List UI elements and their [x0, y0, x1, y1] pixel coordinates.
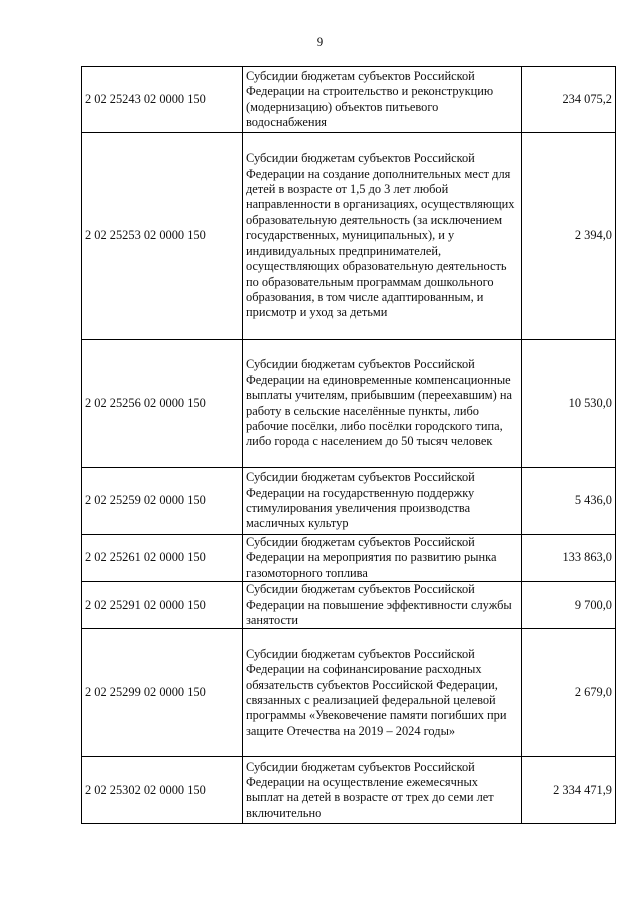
- table-row: [82, 535, 616, 582]
- revenue-description: Субсидии бюджетам субъектов Российской Федерации на повышение эффективности службы занятости: [243, 582, 522, 629]
- revenue-amount: 10 530,0: [522, 340, 616, 468]
- revenue-amount: 234 075,2: [522, 67, 616, 133]
- revenue-description: Субсидии бюджетам субъектов Российской Федерации на создание дополнительных мест для детей в возрасте от 1,5 до 3 лет любой направленности в организациях, осуществляющих образовательную деятельность (за исключением государственных, муниципальных), и у индивидуальных предпринимателей, осуществляющих образовательную деятельность по образовательным программам дошкольного образования, в том числе адаптированным, и присмотр и уход за детьми: [243, 133, 522, 340]
- revenue-description: Субсидии бюджетам субъектов Российской Федерации на единовременные компенсационные выплаты учителям, прибывшим (переехавшим) на работу в сельские населённые пункты, либо рабочие посёлки, либо посёлки городского типа, либо города с населением до 50 тысяч человек: [243, 340, 522, 468]
- revenue-description: Субсидии бюджетам субъектов Российской Федерации на строительство и реконструкцию (модернизацию) объектов питьевого водоснабжения: [243, 67, 522, 133]
- revenue-amount: 5 436,0: [522, 468, 616, 535]
- table-row: [82, 757, 616, 824]
- revenue-amount: 133 863,0: [522, 535, 616, 582]
- revenue-description: Субсидии бюджетам субъектов Российской Федерации на софинансирование расходных обязательств субъектов Российской Федерации, связанных с реализацией федеральной целевой программы «Увековечение памяти погибших при защите Отечества на 2019 – 2024 годы»: [243, 629, 522, 757]
- budget-classification-code: 2 02 25243 02 0000 150: [82, 67, 243, 133]
- revenue-description: Субсидии бюджетам субъектов Российской Федерации на осуществление ежемесячных выплат на детей в возрасте от трех до семи лет включительно: [243, 757, 522, 824]
- page-number: 9: [316, 34, 324, 49]
- table-row: [82, 67, 616, 133]
- revenue-description: Субсидии бюджетам субъектов Российской Федерации на мероприятия по развитию рынка газомоторного топлива: [243, 535, 522, 582]
- table-row: [82, 582, 616, 629]
- table-row: [82, 468, 616, 535]
- budget-classification-code: 2 02 25302 02 0000 150: [82, 757, 243, 824]
- budget-classification-code: 2 02 25299 02 0000 150: [82, 629, 243, 757]
- table-row: [82, 340, 616, 468]
- budget-classification-code: 2 02 25259 02 0000 150: [82, 468, 243, 535]
- table-row: [82, 133, 616, 340]
- revenue-amount: 2 679,0: [522, 629, 616, 757]
- budget-classification-code: 2 02 25256 02 0000 150: [82, 340, 243, 468]
- table-row: [82, 629, 616, 757]
- budget-revenue-table: [81, 66, 616, 824]
- budget-classification-code: 2 02 25261 02 0000 150: [82, 535, 243, 582]
- revenue-amount: 9 700,0: [522, 582, 616, 629]
- budget-classification-code: 2 02 25291 02 0000 150: [82, 582, 243, 629]
- revenue-amount: 2 394,0: [522, 133, 616, 340]
- budget-classification-code: 2 02 25253 02 0000 150: [82, 133, 243, 340]
- revenue-description: Субсидии бюджетам субъектов Российской Федерации на государственную поддержку стимулирования увеличения производства масличных культур: [243, 468, 522, 535]
- revenue-amount: 2 334 471,9: [522, 757, 616, 824]
